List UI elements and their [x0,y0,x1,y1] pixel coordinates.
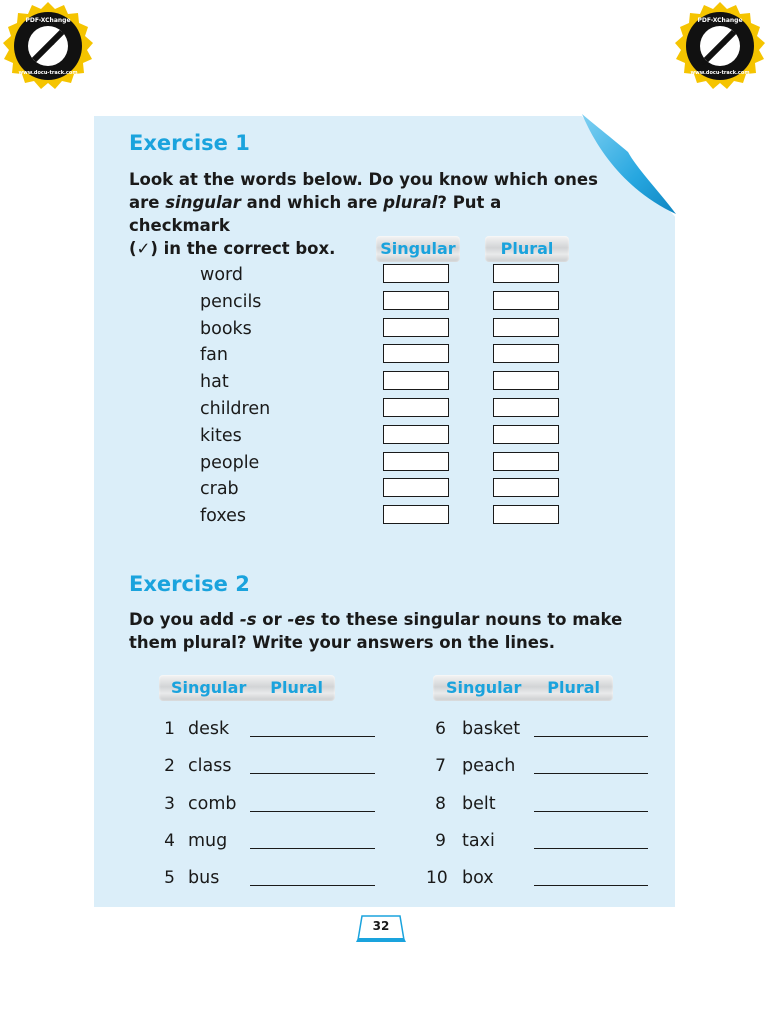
left-column-header [159,675,335,701]
item-number: 8 [435,793,446,814]
instruction-text: Do you add [129,610,240,629]
plural-checkbox[interactable] [493,398,559,417]
singular-checkbox[interactable] [383,478,449,497]
answer-line[interactable] [534,773,648,774]
singular-noun: basket [462,719,521,739]
singular-noun: box [462,868,494,889]
word-label: word [200,265,244,285]
answer-line[interactable] [250,736,375,737]
plural-checkbox[interactable] [493,371,559,390]
singular-noun: class [188,756,232,777]
word-label: pencils [200,291,262,312]
item-number: 10 [426,868,448,889]
item-number: 3 [164,793,175,814]
plural-checkbox[interactable] [493,264,559,283]
singular-noun: desk [188,719,230,739]
singular-checkbox[interactable] [383,505,449,524]
stamp-bottom-text: www.docu-track.com [690,70,750,76]
item-number: 6 [435,719,446,739]
item-number: 9 [435,830,446,851]
exercise-2-instructions [129,608,649,654]
singular-noun: bus [188,868,220,889]
singular-noun: mug [188,830,228,851]
singular-header: Singular [445,678,522,697]
stamp-middle-text: Click to buy NOW! [700,26,741,67]
answer-line[interactable] [250,848,375,849]
word-label: fan [200,345,228,366]
instruction-line [129,191,599,237]
answer-line[interactable] [534,811,648,812]
singular-noun: taxi [462,830,495,851]
stamp-top-text: PDF-XChange [697,17,743,24]
instruction-line: Look at the words below. Do you know which ones [129,170,598,189]
singular-header: Singular [170,678,247,697]
instruction-text: and which are [240,193,384,212]
singular-checkbox[interactable] [383,371,449,390]
singular-noun: peach [462,756,516,777]
word-label: kites [200,425,242,446]
instruction-text: or [256,610,288,629]
singular-checkbox[interactable] [383,425,449,444]
instruction-line: them plural? Write your answers on the lines. [129,633,556,652]
answer-line[interactable] [250,885,375,886]
word-label: children [200,399,271,419]
stamp-middle-text: Click to buy NOW! [28,26,69,67]
word-label: crab [200,479,239,500]
item-number: 7 [435,756,446,777]
pdf-xchange-stamp-left[interactable] [0,0,96,92]
instruction-line [129,608,649,631]
plural-checkbox[interactable] [493,478,559,497]
plural-header: Plural [485,236,569,262]
singular-checkbox[interactable] [383,318,449,337]
item-number: 2 [164,756,175,777]
item-number: 5 [164,868,175,889]
suffix-s: -s [239,610,257,629]
page-number-badge [354,912,408,942]
item-number: 1 [164,719,175,739]
stamp-bottom-text: www.docu-track.com [18,70,78,76]
instruction-text: to these singular nouns to make [315,610,623,629]
plural-header: Plural [270,678,324,697]
plural-checkbox[interactable] [493,425,559,444]
plural-checkbox[interactable] [493,291,559,310]
instruction-text: are [129,193,166,212]
singular-checkbox[interactable] [383,264,449,283]
exercise-1-title: Exercise 1 [129,131,250,155]
exercise-2-title: Exercise 2 [129,572,250,596]
singular-noun: belt [462,793,496,814]
instruction-line: (✓) in the correct box. [129,239,336,258]
pdf-xchange-stamp-right[interactable] [672,0,768,92]
suffix-es: -es [287,610,316,629]
plural-term: plural [383,193,438,212]
word-label: foxes [200,506,247,527]
answer-line[interactable] [250,773,375,774]
word-label: books [200,318,252,339]
plural-header: Plural [547,678,601,697]
answer-line[interactable] [534,848,648,849]
plural-checkbox[interactable] [493,505,559,524]
singular-checkbox[interactable] [383,398,449,417]
answer-line[interactable] [534,736,648,737]
instruction-text: ? Put a checkmark [129,193,502,235]
singular-term: singular [165,193,241,212]
right-column-header [433,675,613,701]
item-number: 4 [164,830,175,851]
answer-line[interactable] [534,885,648,886]
singular-noun: comb [188,793,237,814]
plural-checkbox[interactable] [493,452,559,471]
plural-checkbox[interactable] [493,318,559,337]
stamp-top-text: PDF-XChange [25,17,71,24]
answer-line[interactable] [250,811,375,812]
singular-checkbox[interactable] [383,291,449,310]
page-number: 32 [372,919,390,933]
plural-checkbox[interactable] [493,344,559,363]
singular-checkbox[interactable] [383,344,449,363]
word-label: people [200,452,260,473]
singular-header: Singular [376,236,460,262]
word-label: hat [200,372,229,393]
singular-checkbox[interactable] [383,452,449,471]
